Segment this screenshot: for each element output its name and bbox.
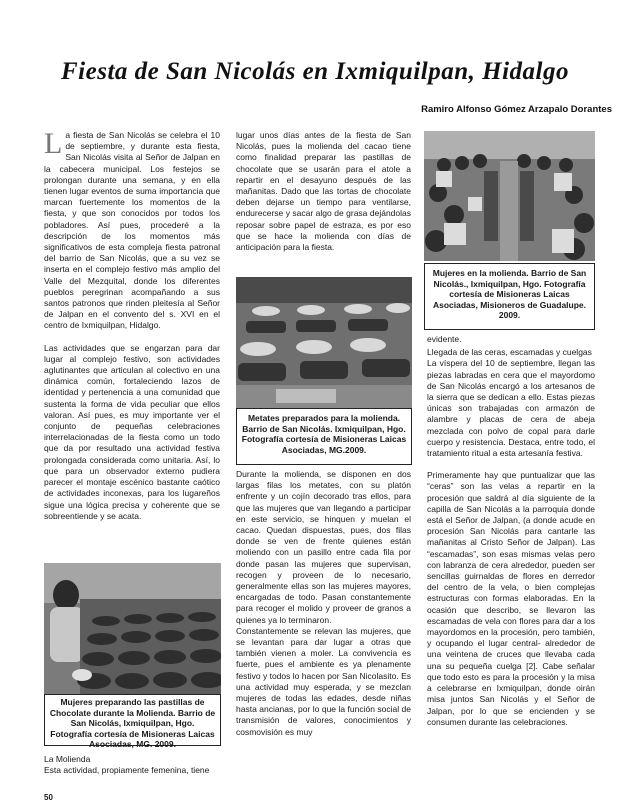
article-title: Fiesta de San Nicolás en Ixmiquilpan, Hidalgo xyxy=(61,58,569,85)
column-2-continued xyxy=(236,469,411,738)
author-name: Ramiro Alfonso Gómez Arzapalo Dorantes xyxy=(421,104,612,115)
section-heading: La Molienda xyxy=(44,754,91,764)
column-1-continued xyxy=(44,754,220,776)
column-3 xyxy=(427,334,595,728)
paragraph: Primeramente hay que puntualizar que las “ceras” son las velas a repartir en la procesión que saldrá al día siguiente de la capilla de San Nicolás a la parroquia donde está el Señor de Jalpan, (a donde acude en procesión San Nicolás para cantarle las mañanitas al Cristo Señor de Jalpan). Las “escamadas”, son esas mismas velas pero con labranza de cera alrededor, pueden ser sencillas guirnaldas de flores en derredor del centro de la vela, o bien complejas estructuras con formas elaboradas. En la ocasión que describo, se llevaron las escamadas de vela con flores para dar a los mayordomos en la procesión, pero también, y ocupando el lugar central- alrededor de una veintena de cruces que llevaba cada una su pequeña cuelga [2]. Cabe señalar que todo esto es para la procesión y la misa a celebrarse en Ixmiquilpan, donde oirán misa juntos San Nicolás y el Señor de Jalpan, por lo que se encienden y se consumen durante las celebraciones. xyxy=(427,470,595,727)
section-heading: Llegada de las ceras, escamadas y cuelgas xyxy=(427,347,592,358)
paragraph: Las actividades que se engarzan para dar lugar al complejo festivo, son actividades aglutinantes que articulan al colectivo en una dinámica común, fortaleciendo lazos de identidad y pertenencia a una comunidad que sustenta la forma de vida peculiar que ellos valoran. Así pues, es muy importante ver el conjunto de pequeñas celebraciones interrelacionadas de la fiesta como un todo que da por resultado una actividad festiva prolongada considerada como unitaria. Así, lo que para un observador externo pudiera parecer el montaje escénico bastante caótico de actividades inconexas, para los lugareños sigue una lógica precisa y coherente que se sobreentiende y se acata. xyxy=(44,342,220,521)
photo-metates xyxy=(236,277,412,408)
column-2 xyxy=(236,130,411,253)
paragraph: Constantemente se relevan las mujeres, que se levantan para dar lugar a otras que también vienen a moler. La convivencia es fuerte, pues el ambiente es ya plenamente festivo y todos lo hacen por San Nicolasito. Es una actividad muy esperada, y se mezclan mujeres de todas las edades, desde niñas hasta ancianas, por lo que la función social de transmisión de valores, conocimientos y cosmovisión es muy xyxy=(236,625,411,737)
photo-image xyxy=(236,277,412,408)
drop-cap: L xyxy=(44,127,63,160)
paragraph xyxy=(44,127,220,332)
photo-image xyxy=(424,131,595,261)
photo-women-milling xyxy=(424,131,595,261)
paragraph: lugar unos días antes de la fiesta de San Nicolás, pues la molienda del cacao tiene como finalidad preparar las pastillas de chocolate que se usarán para el atole a repartir en el desayuno después de las mañanitas. Dado que las tortas de chocolate deben dejarse un tiempo para ventilarse, endurecerse y sacar algo de grasa dejándolas reposar sobre papel de estraza, es por eso que se hace la molienda con días de anticipación para la fiesta. xyxy=(236,130,411,253)
photo-caption: Mujeres en la molienda. Barrio de San Nicolás., Ixmiquilpan, Hgo. Fotografía cortesía de Misioneras Laicas Asociadas, Misioneros de Guadalupe. 2009. xyxy=(424,263,595,330)
photo-image xyxy=(44,563,221,695)
paragraph-text: a fiesta de San Nicolás se celebra el 10 de septiembre, y durante esta fiesta, San Nicolás visita al Señor de Jalpan en la cabecera municipal. Los festejos se prolongan durante una semana, y en ella tienen lugar eventos de suma importancia que marcan fuertemente los momentos de la fiesta, y que son conocidos por todos los pobladores. Así pues, procederé a la descripción de los momentos más significativos de esta compleja fiesta patronal del barrio de San Nicolás, que a su vez se inserta en el complejo festivo más amplio del Valle del Mezquital, donde los diferentes pueblos peregrinan acompañando a sus santos patronos que rinden pleitesía al Señor de Jalpan en el convento del s. XVI en el centro de Ixmiquilpan, Hidalgo. xyxy=(44,130,220,331)
photo-women-chocolate xyxy=(44,563,221,695)
page-number: 50 xyxy=(44,793,53,802)
paragraph: La víspera del 10 de septiembre, llegan las piezas labradas en cera que el mayordomo de San Nicolás encargó a los artesanos de la sierra que se dedican a ello. Estas piezas únicas son trabajadas con armazón de alambre y placas de cera de abeja mezclada con polvo de copal para darle cuerpo y resistencia. Destaca, entre todo, el tratamiento ritual a esta artesanía festiva. xyxy=(427,358,595,459)
photo-caption: Metates preparados para la molienda. Barrio de San Nicolás. Ixmiquilpan, Hgo. Fotografía cortesía de Misioneras Laicas Asociadas, MG.2009. xyxy=(236,408,412,465)
paragraph: Esta actividad, propiamente femenina, tiene xyxy=(44,765,210,775)
paragraph: evidente. xyxy=(427,334,462,344)
paragraph: Durante la molienda, se disponen en dos largas filas los metates, con su platón enfrente y un cojín decorado tras ellos, para que las mujeres que van llegando a participar en este servicio, se hinquen y muelan el cacao. Quedan dispuestas, pues, dos filas donde se ven de frente quienes están moliendo con un pasillo entre cada fila por donde pasan las mujeres que supervisan, recogen y proveen de lo necesario, generalmente ellas son las mujeres mayores, encargadas de todo. Pasan constantemente para recoger el molido y proveer de granos a quienes ya lo terminaron. xyxy=(236,469,411,625)
photo-caption: Mujeres preparando las pastillas de Chocolate durante la Molienda. Barrio de San Nicolás, Ixmiquilpan, Hgo. Fotografía cortesía de Misioneras Laicas Asociadas, MG. 2009. xyxy=(44,694,221,746)
column-1 xyxy=(44,127,220,522)
